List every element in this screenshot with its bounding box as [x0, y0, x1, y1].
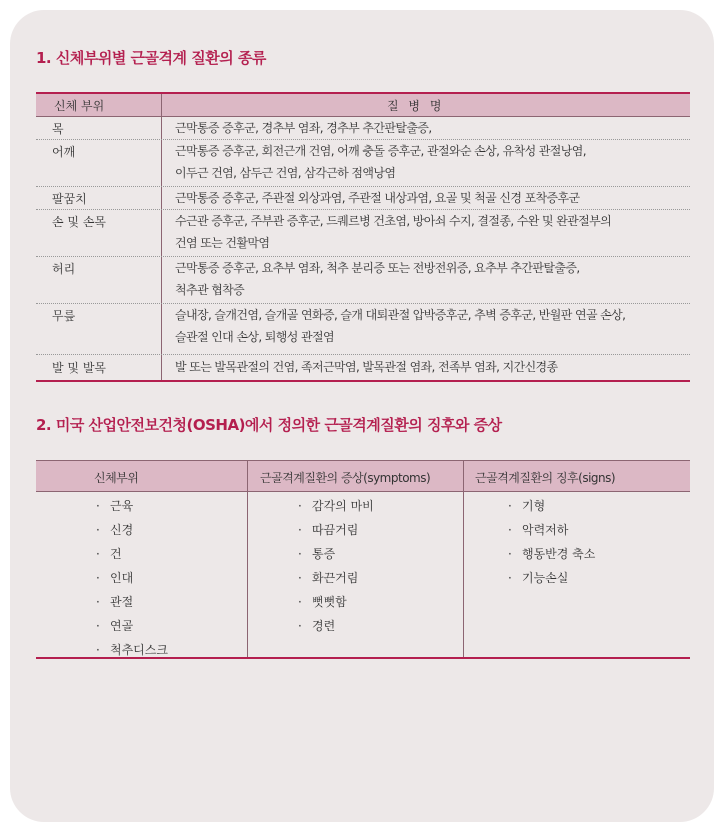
- osha-table: [36, 460, 690, 659]
- section1-title: 1. 신체부위별 근골격계 질환의 종류: [36, 49, 266, 67]
- row-diseases: [175, 117, 685, 139]
- list-item: · 감각의 마비: [298, 499, 374, 513]
- row-diseases: [175, 140, 685, 184]
- row-body-part: 팔꿈치: [52, 192, 87, 206]
- header-disease-name: 질 병 명: [387, 99, 445, 113]
- column-divider: [247, 460, 248, 659]
- list-item: · 근육: [96, 499, 134, 513]
- disease-line: 근막통증 증후군, 주관절 외상과염, 주관절 내상과염, 요골 및 척골 신경 포착증후군: [175, 191, 580, 205]
- disease-line: 발 또는 발목관절의 건염, 족저근막염, 발목관절 염좌, 전족부 염좌, 지간신경종: [175, 360, 558, 374]
- table-row: [36, 140, 690, 186]
- table-row: [36, 210, 690, 256]
- disease-line: 척추관 협착증: [175, 283, 245, 297]
- table-row: [36, 257, 690, 303]
- header-body-part: 신체부위: [94, 471, 139, 485]
- disease-line: 근막통증 증후군, 요추부 염좌, 척추 분리증 또는 전방전위증, 요추부 추간판탈출증,: [175, 261, 580, 275]
- row-diseases: [175, 304, 685, 348]
- header-signs: 근골격계질환의 징후(signs): [475, 471, 616, 485]
- table-bottom-rule: [36, 380, 690, 382]
- list-item: · 인대: [96, 571, 134, 585]
- symptom-list: [298, 497, 374, 641]
- disease-line: 수근관 증후군, 주부관 증후군, 드퀘르병 건초염, 방아쇠 수지, 결절종, 수완 및 완관절부의: [175, 214, 612, 228]
- list-item: · 연골: [96, 619, 134, 633]
- row-body-part: 무릎: [52, 309, 76, 323]
- list-item: · 행동반경 축소: [508, 547, 596, 561]
- body-part-list: [96, 497, 168, 665]
- disease-line: 이두근 건염, 삼두근 건염, 삼각근하 점액낭염: [175, 166, 396, 180]
- table-row: [36, 187, 690, 209]
- list-item: · 따끔거림: [298, 523, 359, 537]
- disease-line: 슬내장, 슬개건염, 슬개골 연화증, 슬개 대퇴관절 압박증후군, 추벽 증후군, 반월판 연골 손상,: [175, 308, 626, 322]
- table-header: [36, 460, 690, 492]
- header-body-part: 신체 부위: [54, 99, 105, 113]
- table-row: [36, 304, 690, 350]
- list-item: · 건: [96, 547, 122, 561]
- list-item: · 신경: [96, 523, 134, 537]
- row-body-part: 목: [52, 122, 64, 136]
- list-item: · 척추디스크: [96, 643, 168, 657]
- row-body-part: 어깨: [52, 145, 76, 159]
- list-item: · 기형: [508, 499, 546, 513]
- list-item: · 뻣뻣함: [298, 595, 347, 609]
- row-diseases: [175, 187, 685, 209]
- section2-title: 2. 미국 산업안전보건청(OSHA)에서 정의한 근골격계질환의 징후와 증상: [36, 416, 502, 434]
- table-header: [36, 94, 690, 117]
- row-body-part: 손 및 손목: [52, 215, 106, 229]
- disease-line: 근막통증 증후군, 경추부 염좌, 경추부 추간판탈출증,: [175, 121, 432, 135]
- disease-line: 근막통증 증후군, 회전근개 건염, 어깨 충돌 증후군, 관절와순 손상, 유착성 관절낭염,: [175, 144, 586, 158]
- list-item: · 통증: [298, 547, 336, 561]
- table-row: [36, 356, 690, 378]
- column-divider: [463, 460, 464, 659]
- row-diseases: [175, 210, 685, 254]
- list-item: · 악력저하: [508, 523, 569, 537]
- row-diseases: [175, 257, 685, 301]
- row-diseases: [175, 356, 685, 378]
- table-row: [36, 117, 690, 139]
- disease-line: 건염 또는 건활막염: [175, 236, 270, 250]
- row-body-part: 허리: [52, 262, 76, 276]
- table-bottom-rule: [36, 657, 690, 659]
- sign-list: [508, 497, 595, 593]
- list-item: · 관절: [96, 595, 134, 609]
- list-item: · 화끈거림: [298, 571, 359, 585]
- row-divider: [36, 354, 690, 355]
- row-body-part: 발 및 발목: [52, 361, 106, 375]
- list-item: · 기능손실: [508, 571, 569, 585]
- list-item: · 경련: [298, 619, 336, 633]
- disease-line: 슬관절 인대 손상, 퇴행성 관절염: [175, 330, 334, 344]
- header-symptoms: 근골격계질환의 증상(symptoms): [260, 471, 431, 485]
